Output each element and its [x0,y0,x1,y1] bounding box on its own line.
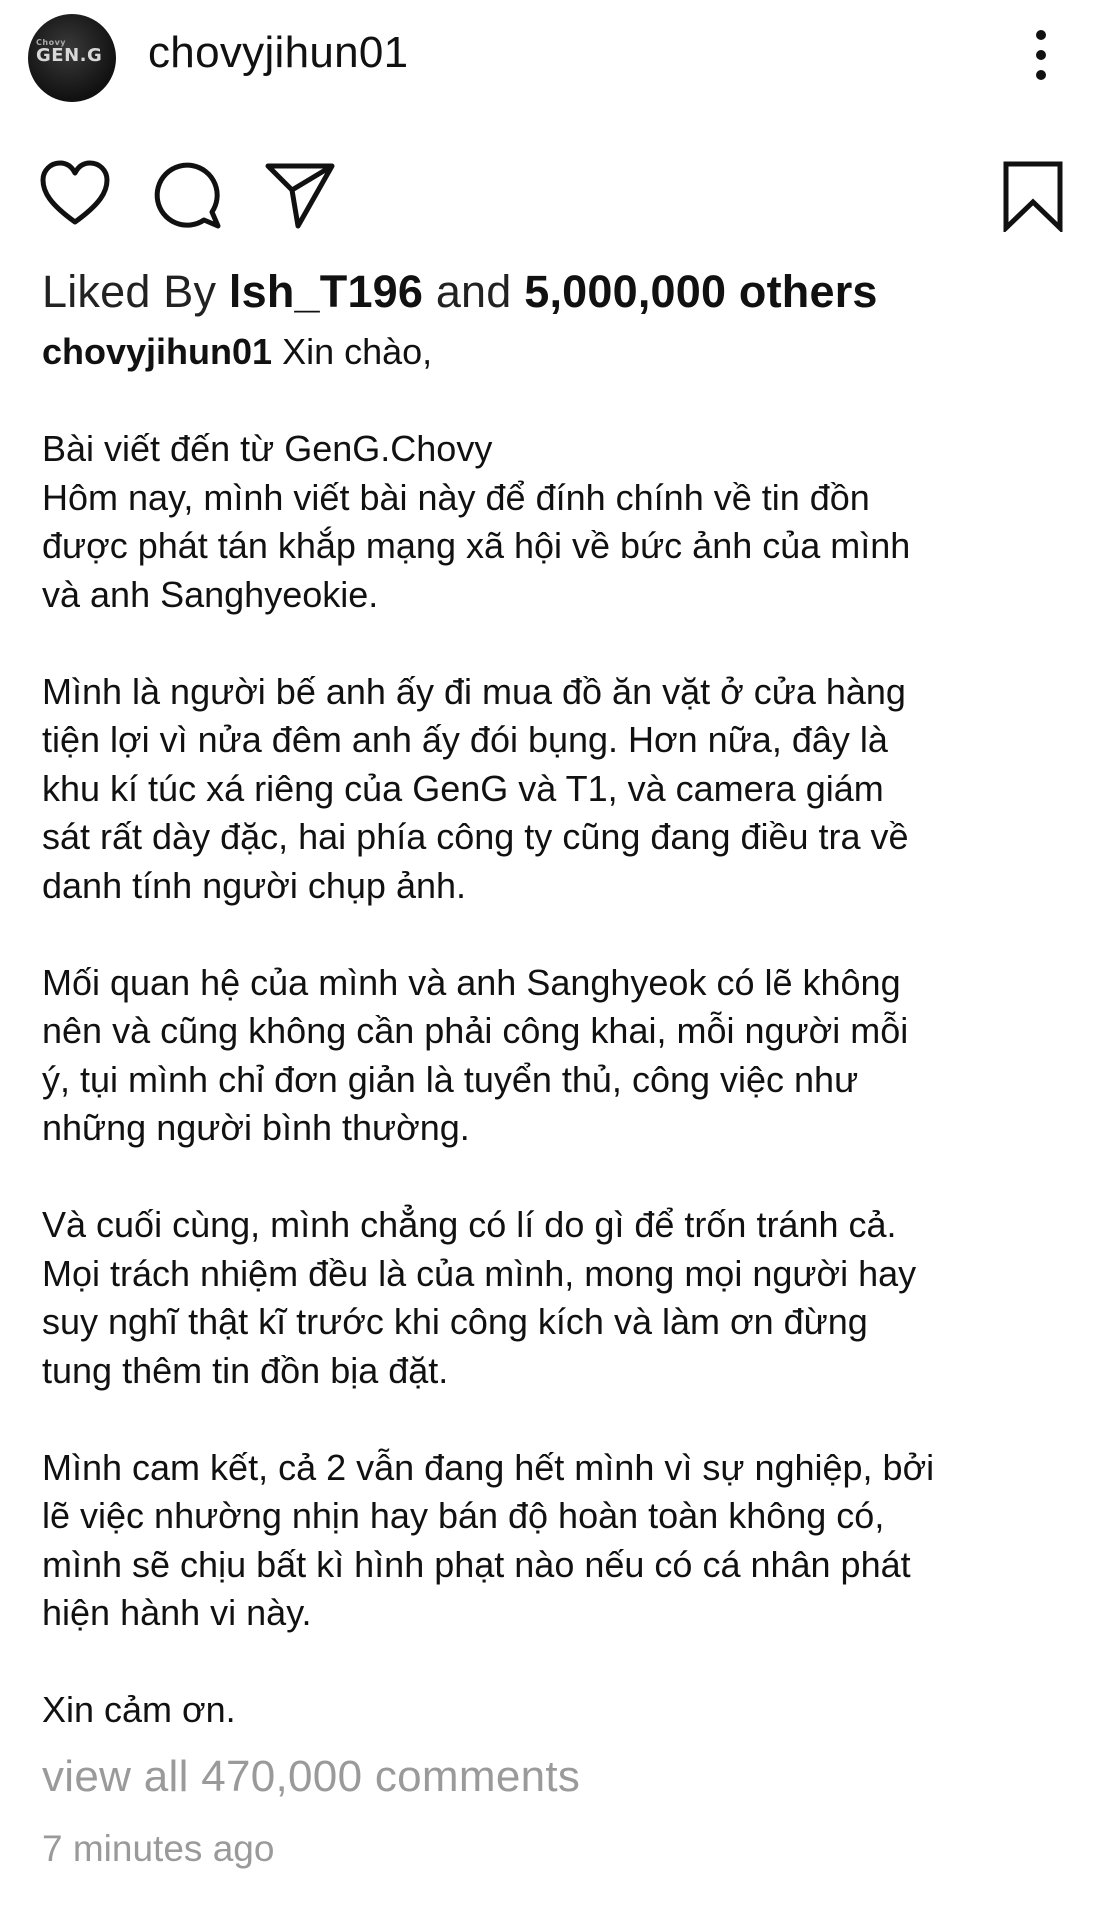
likes-conj: and [435,266,512,317]
caption-line: danh tính người chụp ảnh. [42,864,467,906]
caption-line: nên và cũng không cần phải công khai, mỗi người mỗi [42,1010,909,1051]
post-username[interactable]: chovyjihun01 [148,28,409,77]
caption-spacer [42,1153,1082,1202]
avatar[interactable] [28,14,116,102]
caption-line: hiện hành vi này. [42,1592,312,1633]
caption-spacer [42,377,1082,426]
post-timestamp: 7 minutes ago [42,1828,275,1869]
caption-spacer [42,619,1082,668]
caption-line: được phát tán khắp mạng xã hội về bức ảnh của mình [42,525,911,566]
avatar-logo: Chovy GEN.G [36,38,103,66]
comment-icon[interactable] [152,160,222,230]
view-comments-link[interactable]: view all 470,000 comments [42,1752,581,1801]
likes-count[interactable]: 5,000,000 others [524,266,878,317]
caption-spacer [42,1638,1082,1687]
caption-line: mình sẽ chịu bất kì hình phạt nào nếu có cá nhân phát [42,1543,911,1585]
caption-line: Mối quan hệ của mình và anh Sanghyeok có lẽ không [42,961,901,1003]
caption-spacer [42,910,1082,959]
caption-line: và anh Sanghyeokie. [42,573,379,615]
caption-line: sát rất dày đặc, hai phía công ty cũng đang điều tra về [42,816,909,857]
likes-prefix: Liked By [42,266,217,317]
caption-line: Bài viết đến từ GenG.Chovy [42,428,493,469]
caption-line: Hôm nay, mình viết bài này để đính chính về tin đồn [42,476,870,518]
caption-username[interactable]: chovyjihun01 [42,331,273,372]
caption-line: khu kí túc xá riêng của GenG và T1, và camera giám [42,767,884,809]
caption-line: những người bình thường. [42,1107,470,1148]
bookmark-icon[interactable] [1002,160,1064,232]
caption-line: suy nghĩ thật kĩ trước khi công kích và làm ơn đừng [42,1301,868,1342]
caption-body [42,377,1082,1735]
liked-by-user[interactable]: lsh_T196 [228,266,424,317]
caption-line: Mình là người bế anh ấy đi mua đồ ăn vặt ở cửa hàng [42,670,906,712]
caption-line: Mọi trách nhiệm đều là của mình, mong mọi người hay [42,1252,917,1294]
caption-first-line [42,328,1082,377]
caption-line: lẽ việc nhường nhịn hay bán độ hoàn toàn không có, [42,1495,885,1536]
caption-line: tung thêm tin đồn bịa đặt. [42,1349,449,1391]
caption-line: Và cuối cùng, mình chẳng có lí do gì để trốn tránh cả. [42,1204,897,1245]
send-icon[interactable] [264,160,336,230]
caption-line: tiện lợi vì nửa đêm anh ấy đói bụng. Hơn nữa, đây là [42,719,888,760]
caption-line: Xin cảm ơn. [42,1689,236,1730]
caption-text: Xin chào, [282,331,433,372]
caption-spacer [42,1395,1082,1444]
more-vertical-icon[interactable] [1028,28,1054,82]
caption-line: Mình cam kết, cả 2 vẫn đang hết mình vì sự nghiệp, bởi [42,1446,935,1488]
caption-line: ý, tụi mình chỉ đơn giản là tuyển thủ, công việc như [42,1058,859,1100]
likes-summary[interactable] [42,266,878,318]
heart-icon[interactable] [40,160,110,230]
post-caption [42,328,1082,1735]
post-header [0,0,1106,130]
action-bar [0,160,1106,240]
